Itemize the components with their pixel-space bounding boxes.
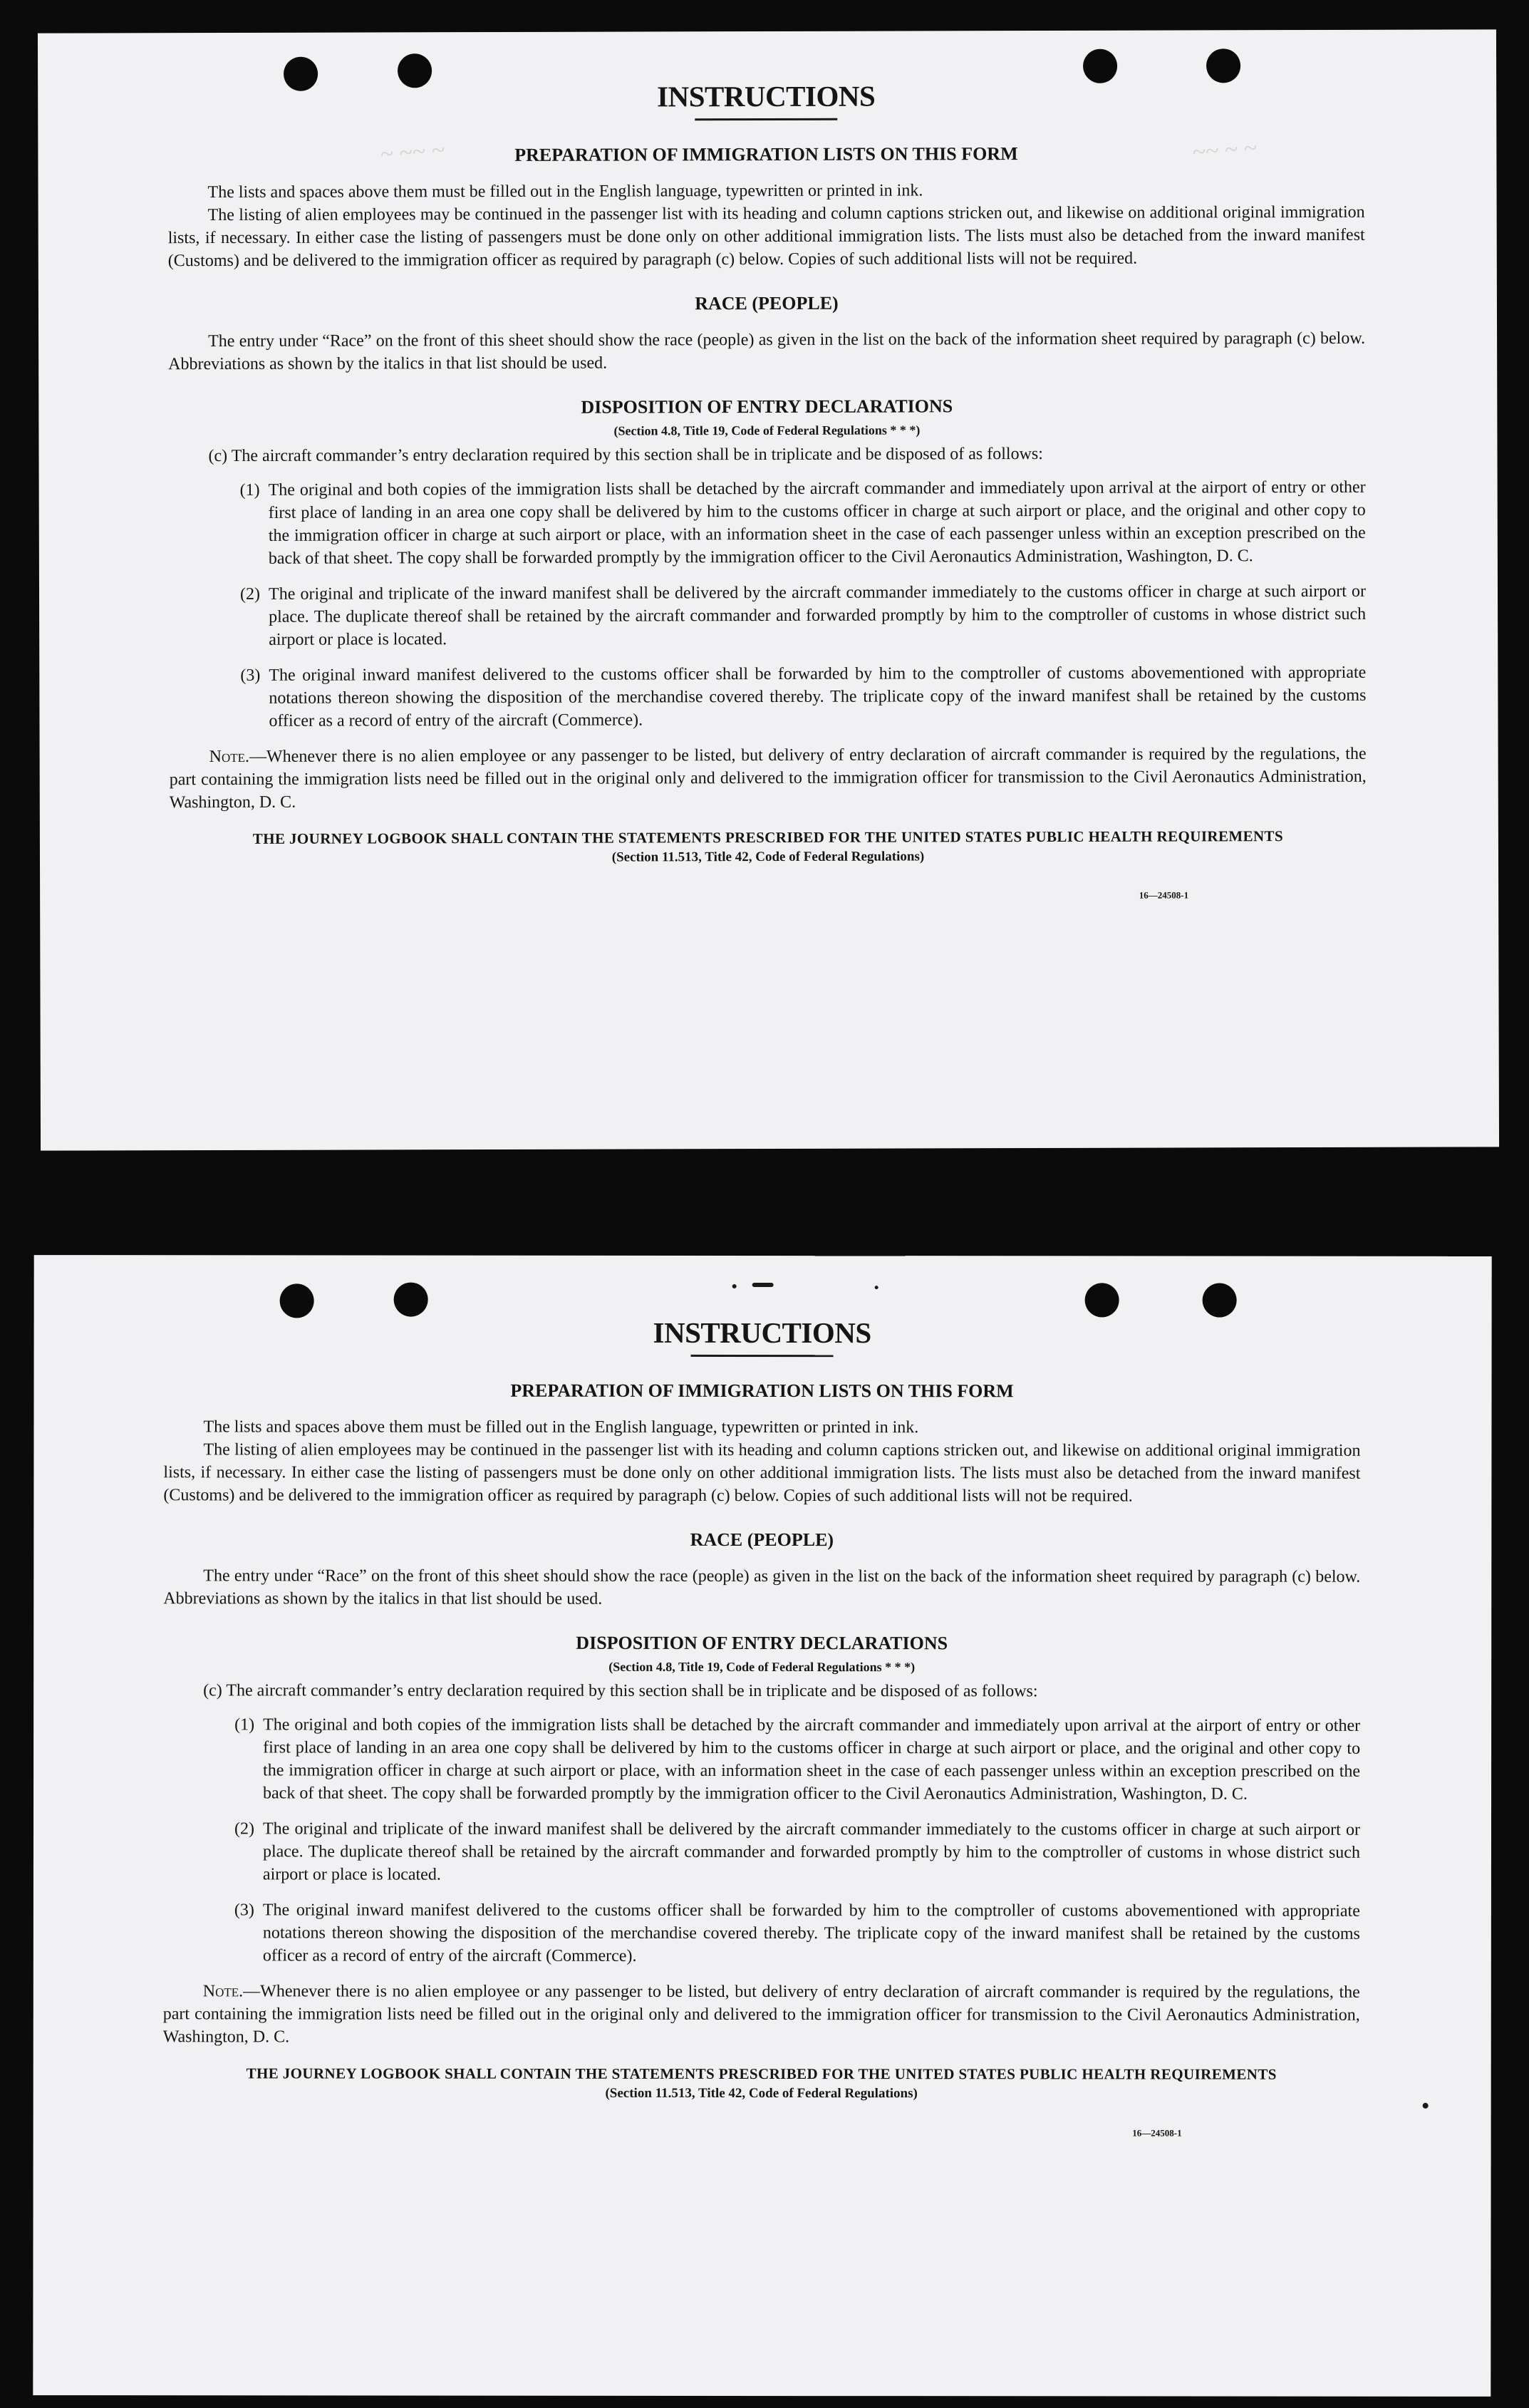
disposition-heading: DISPOSITION OF ENTRY DECLARATIONS	[576, 1633, 948, 1654]
list-item	[169, 476, 1366, 570]
note-text: —Whenever there is no alien employee or any passenger to be listed, but delivery of entry declaration of aircraft commander is required by the regulations, the part containing the immigration lists need be filled out in the original only and delivered to the immigration officer for transmission to the Civil Aeronautics Administration, Washington, D. C.	[169, 744, 1367, 812]
form-number: 16—24508-1	[1132, 2127, 1182, 2139]
list-item	[163, 1713, 1360, 1805]
note-paragraph	[163, 1980, 1360, 2049]
list-item-text: The original and both copies of the immigration lists shall be detached by the aircraft commander and immediately upon arrival at the airport of entry or other first place of landing in an area one copy shall be delivered by him to the customs officer in charge at such airport or place, and the original and other copy to the immigration officer in charge at such airport or place, with an information sheet in the case of each passenger unless within an exception prescribed on the back of that sheet. The copy shall be forwarded promptly by the immigration officer to the Civil Aeronautics Administration, Washington, D. C.	[268, 477, 1366, 568]
punch-hole	[1085, 1283, 1119, 1317]
bleed-through-marks: ~ ~~ ~	[379, 137, 446, 168]
punch-hole	[1203, 1283, 1237, 1318]
preparation-heading: PREPARATION OF IMMIGRATION LISTS ON THIS FORM	[510, 1380, 1014, 1402]
title-underline	[695, 118, 837, 121]
form-number: 16—24508-1	[1139, 889, 1189, 901]
list-item-text: The original inward manifest delivered to the customs officer shall be forwarded by him to the comptroller of customs abovementioned with appropriate notations thereon showing the disposition of the merchandise covered thereby. The triplicate copy of the inward manifest shall be retained by the customs officer as a record of entry of the aircraft (Commerce).	[269, 663, 1367, 730]
document-page-bottom	[33, 1255, 1491, 2397]
note-text: —Whenever there is no alien employee or any passenger to be listed, but delivery of entry declaration of aircraft commander is required by the regulations, the part containing the immigration lists need be filled out in the original only and delivered to the immigration officer for transmission to the Civil Aeronautics Administration, Washington, D. C.	[162, 1982, 1360, 2047]
note-label: Note.	[202, 1982, 244, 2001]
scan-speck	[875, 1286, 878, 1289]
scan-speck	[1423, 2103, 1429, 2109]
race-heading: RACE (PEOPLE)	[690, 1529, 834, 1551]
list-item	[169, 661, 1366, 733]
disposition-list	[163, 1713, 1360, 1968]
race-heading: RACE (PEOPLE)	[695, 292, 839, 314]
page-title: INSTRUCTIONS	[657, 79, 876, 113]
preparation-heading: PREPARATION OF IMMIGRATION LISTS ON THIS FORM	[514, 143, 1018, 165]
note-label: Note.	[209, 747, 250, 767]
list-item-text: The original inward manifest delivered to the customs officer shall be forwarded by him to the comptroller of customs abovementioned with appropriate notations thereon showing the disposition of the merchandise covered thereby. The triplicate copy of the inward manifest shall be retained by the customs officer as a record of entry of the aircraft (Commerce).	[262, 1901, 1360, 1965]
journey-logbook-statement: THE JOURNEY LOGBOOK SHALL CONTAIN THE STATEMENTS PRESCRIBED FOR THE UNITED STATES PUBLIC HEALTH REQUIREMENTS	[252, 827, 1284, 847]
disposition-list	[169, 476, 1367, 733]
race-paragraph: The entry under “Race” on the front of this sheet should show the race (people) as given in the list on the back of the information sheet required by paragraph (c) below. Abbreviations as shown by the italics in that list should be used.	[163, 1566, 1361, 1609]
scan-speck	[732, 1284, 737, 1288]
disposition-citation: (Section 4.8, Title 19, Code of Federal Regulations * * *)	[613, 423, 921, 438]
paragraph-c: (c) The aircraft commander’s entry declaration required by this section shall be in triplicate and be disposed of as follows:	[208, 444, 1043, 466]
list-item-number: (2)	[239, 584, 261, 604]
instructions-content	[163, 1318, 1361, 2139]
document-page-top	[38, 29, 1499, 1150]
punch-hole	[1206, 48, 1240, 83]
punch-hole	[1083, 49, 1117, 83]
journey-logbook-statement: THE JOURNEY LOGBOOK SHALL CONTAIN THE STATEMENTS PRESCRIBED FOR THE UNITED STATES PUBLIC HEALTH REQUIREMENTS	[246, 2065, 1277, 2083]
list-item-text: The original and both copies of the immigration lists shall be detached by the aircraft commander and immediately upon arrival at the airport of entry or other first place of landing in an area one copy shall be delivered by him to the customs officer in charge at such airport or place, and the original and other copy to the immigration officer in charge at such airport or place, with an information sheet in the case of each passenger unless within an exception prescribed on the back of that sheet. The copy shall be forwarded promptly by the immigration officer to the Civil Aeronautics Administration, Washington, D. C.	[263, 1715, 1361, 1804]
page-title: INSTRUCTIONS	[653, 1316, 871, 1350]
disposition-heading: DISPOSITION OF ENTRY DECLARATIONS	[581, 396, 953, 418]
race-paragraph: The entry under “Race” on the front of this sheet should show the race (people) as given in the list on the back of the information sheet required by paragraph (c) below. Abbreviations as shown by the italics in that list should be used.	[168, 329, 1366, 374]
list-item	[169, 580, 1366, 651]
punch-hole	[280, 1283, 314, 1318]
list-item-number: (1)	[234, 1715, 255, 1735]
preparation-paragraph-2: The listing of alien employees may be continued in the passenger list with its heading and column captions stricken out, and likewise on additional original immigration lists, if necessary. In either case the listing of passengers must be done only on other additional immigration lists. The lists must also be detached from the inward manifest (Customs) and be delivered to the immigration officer as required by paragraph (c) below. Copies of such additional lists will not be required.	[163, 1440, 1361, 1506]
journey-logbook-citation: (Section 11.513, Title 42, Code of Federal Regulations)	[611, 849, 925, 865]
journey-logbook-citation: (Section 11.513, Title 42, Code of Federal Regulations)	[605, 2086, 918, 2102]
list-item	[163, 1898, 1360, 1968]
bleed-through-marks: ~~ ~ ~	[1191, 135, 1258, 166]
preparation-paragraph-2: The listing of alien employees may be continued in the passenger list with its heading and column captions stricken out, and likewise on additional original immigration lists, if necessary. In either case the listing of passengers must be done only on other additional immigration lists. The lists must also be detached from the inward manifest (Customs) and be delivered to the immigration officer as required by paragraph (c) below. Copies of such additional lists will not be required.	[167, 202, 1365, 271]
list-item-text: The original and triplicate of the inward manifest shall be delivered by the aircraft commander immediately to the customs officer in charge at such airport or place. The duplicate thereof shall be retained by the aircraft commander and forwarded promptly by him to the comptroller of customs in whose district such airport or place is located.	[268, 582, 1367, 649]
list-item-number: (3)	[240, 666, 261, 685]
list-item-number: (2)	[234, 1819, 254, 1839]
title-underline	[691, 1355, 834, 1357]
note-paragraph	[170, 743, 1367, 814]
instructions-content	[167, 81, 1367, 904]
preparation-paragraph-1: The lists and spaces above them must be filled out in the English language, typewritten or printed in ink.	[207, 181, 923, 202]
scan-speck	[752, 1283, 774, 1287]
preparation-paragraph-1: The lists and spaces above them must be filled out in the English language, typewritten or printed in ink.	[203, 1417, 919, 1437]
list-item-number: (3)	[234, 1901, 254, 1920]
disposition-citation: (Section 4.8, Title 19, Code of Federal Regulations * * *)	[608, 1659, 916, 1674]
paragraph-c: (c) The aircraft commander’s entry declaration required by this section shall be in triplicate and be disposed of as follows:	[203, 1681, 1038, 1701]
list-item-number: (1)	[239, 480, 260, 500]
list-item-text: The original and triplicate of the inward manifest shall be delivered by the aircraft commander immediately to the customs officer in charge at such airport or place. The duplicate thereof shall be retained by the aircraft commander and forwarded promptly by him to the comptroller of customs in whose district such airport or place is located.	[262, 1819, 1361, 1884]
punch-hole	[394, 1283, 428, 1317]
list-item	[163, 1817, 1360, 1886]
